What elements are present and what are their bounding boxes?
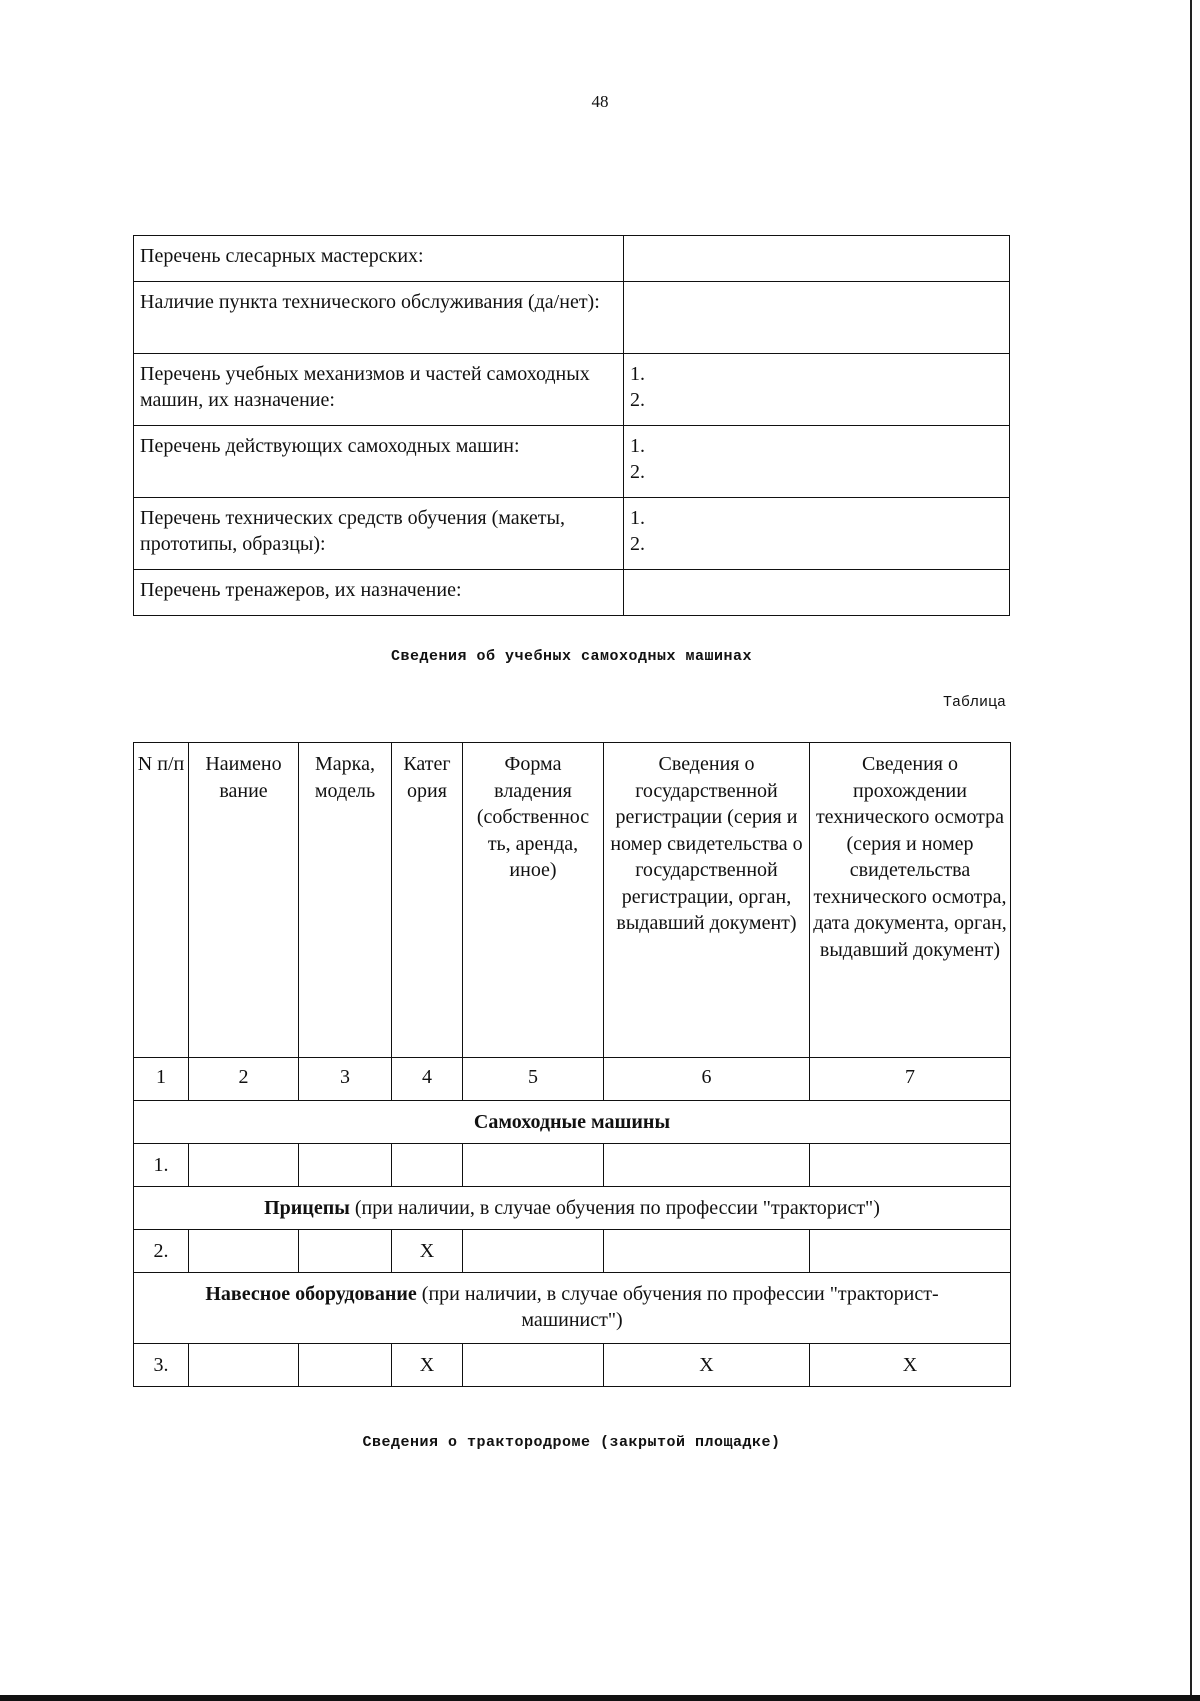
section-title <box>134 1187 1011 1230</box>
list-item: 2. <box>630 389 645 411</box>
table-row <box>134 1144 1011 1187</box>
column-header: Сведения о прохождении технического осмотра (серия и номер свидетельства технического осмотра, дата документа, орган, выдавший документ) <box>810 743 1011 1058</box>
table-cell <box>463 1144 604 1187</box>
table-cell: 2. <box>134 1230 189 1273</box>
table-row <box>134 236 1010 282</box>
list-item: 1. <box>630 507 645 529</box>
column-number: 7 <box>810 1058 1011 1101</box>
section-title-bold: Самоходные машины <box>473 1111 671 1133</box>
machines-section-title: Сведения об учебных самоходных машинах <box>390 648 753 665</box>
table-cell <box>810 1144 1011 1187</box>
column-header: Сведения о государственной регистрации (серия и номер свидетельства о государственной регистрации, орган, выдавший документ) <box>604 743 810 1058</box>
table-cell <box>189 1344 299 1387</box>
table-cell <box>604 1230 810 1273</box>
table-cell: X <box>810 1344 1011 1387</box>
table-cell <box>810 1230 1011 1273</box>
table-cell <box>299 1230 392 1273</box>
table-cell: 3. <box>134 1344 189 1387</box>
info-value <box>624 282 1010 354</box>
scan-edge-bottom <box>0 1695 1200 1701</box>
section-row-mounted-equipment <box>134 1273 1011 1344</box>
table-cell: 1. <box>134 1144 189 1187</box>
column-number: 6 <box>604 1058 810 1101</box>
table-cell: X <box>392 1344 463 1387</box>
list-item: 1. <box>630 435 645 457</box>
column-header: Марка, модель <box>299 743 392 1058</box>
list-item: 1. <box>630 363 645 385</box>
column-number: 3 <box>299 1058 392 1101</box>
page-number: 48 <box>591 92 609 111</box>
machines-table <box>133 742 1011 1387</box>
info-value <box>624 426 1010 498</box>
column-number: 5 <box>463 1058 604 1101</box>
list-item: 2. <box>630 533 645 555</box>
workshop-info-table <box>133 235 1010 616</box>
section-title-bold: Прицепы <box>264 1197 350 1219</box>
table-row <box>134 282 1010 354</box>
table-cell <box>299 1344 392 1387</box>
table-cell <box>604 1144 810 1187</box>
table-row <box>134 570 1010 616</box>
table-cell <box>299 1144 392 1187</box>
column-number: 1 <box>134 1058 189 1101</box>
table-row <box>134 498 1010 570</box>
section-title <box>134 1273 1011 1344</box>
table-cell <box>189 1144 299 1187</box>
column-number: 4 <box>392 1058 463 1101</box>
info-label: Перечень слесарных мастерских: <box>134 236 624 282</box>
section-title-rest: (при наличии, в случае обучения по профессии "тракторист-машинист") <box>416 1283 939 1331</box>
section-title-bold: Навесное оборудование <box>205 1283 417 1305</box>
table-cell <box>392 1144 463 1187</box>
column-header: Наимено вание <box>189 743 299 1058</box>
column-header: Форма владения (собственнос ть, аренда, иное) <box>463 743 604 1058</box>
section-title <box>134 1101 1011 1144</box>
list-item: 2. <box>630 461 645 483</box>
column-header: N п/п <box>134 743 189 1058</box>
column-number-row <box>134 1058 1011 1101</box>
info-value <box>624 570 1010 616</box>
table-row <box>134 1230 1011 1273</box>
table-cell <box>463 1344 604 1387</box>
header-row <box>134 743 1011 1058</box>
info-value <box>624 498 1010 570</box>
info-value <box>624 236 1010 282</box>
section-row-trailers <box>134 1187 1011 1230</box>
info-label: Перечень действующих самоходных машин: <box>134 426 624 498</box>
section-row-self-propelled <box>134 1101 1011 1144</box>
table-row <box>134 354 1010 426</box>
column-header: Катег ория <box>392 743 463 1058</box>
info-label: Перечень технических средств обучения (макеты, прототипы, образцы): <box>134 498 624 570</box>
info-label: Перечень тренажеров, их назначение: <box>134 570 624 616</box>
column-number: 2 <box>189 1058 299 1101</box>
table-cell <box>189 1230 299 1273</box>
scan-edge-right <box>1190 0 1192 1701</box>
table-cell: X <box>392 1230 463 1273</box>
info-label: Перечень учебных механизмов и частей самоходных машин, их назначение: <box>134 354 624 426</box>
table-row <box>134 1344 1011 1387</box>
table-cell: X <box>604 1344 810 1387</box>
table-row <box>134 426 1010 498</box>
section-title-rest: (при наличии, в случае обучения по профессии "тракторист") <box>349 1197 880 1219</box>
info-label: Наличие пункта технического обслуживания (да/нет): <box>134 282 624 354</box>
table-caption: Таблица <box>942 694 1006 711</box>
table-cell <box>463 1230 604 1273</box>
info-value <box>624 354 1010 426</box>
tractorodrome-section-title: Сведения о трактородроме (закрытой площадке) <box>362 1434 781 1451</box>
